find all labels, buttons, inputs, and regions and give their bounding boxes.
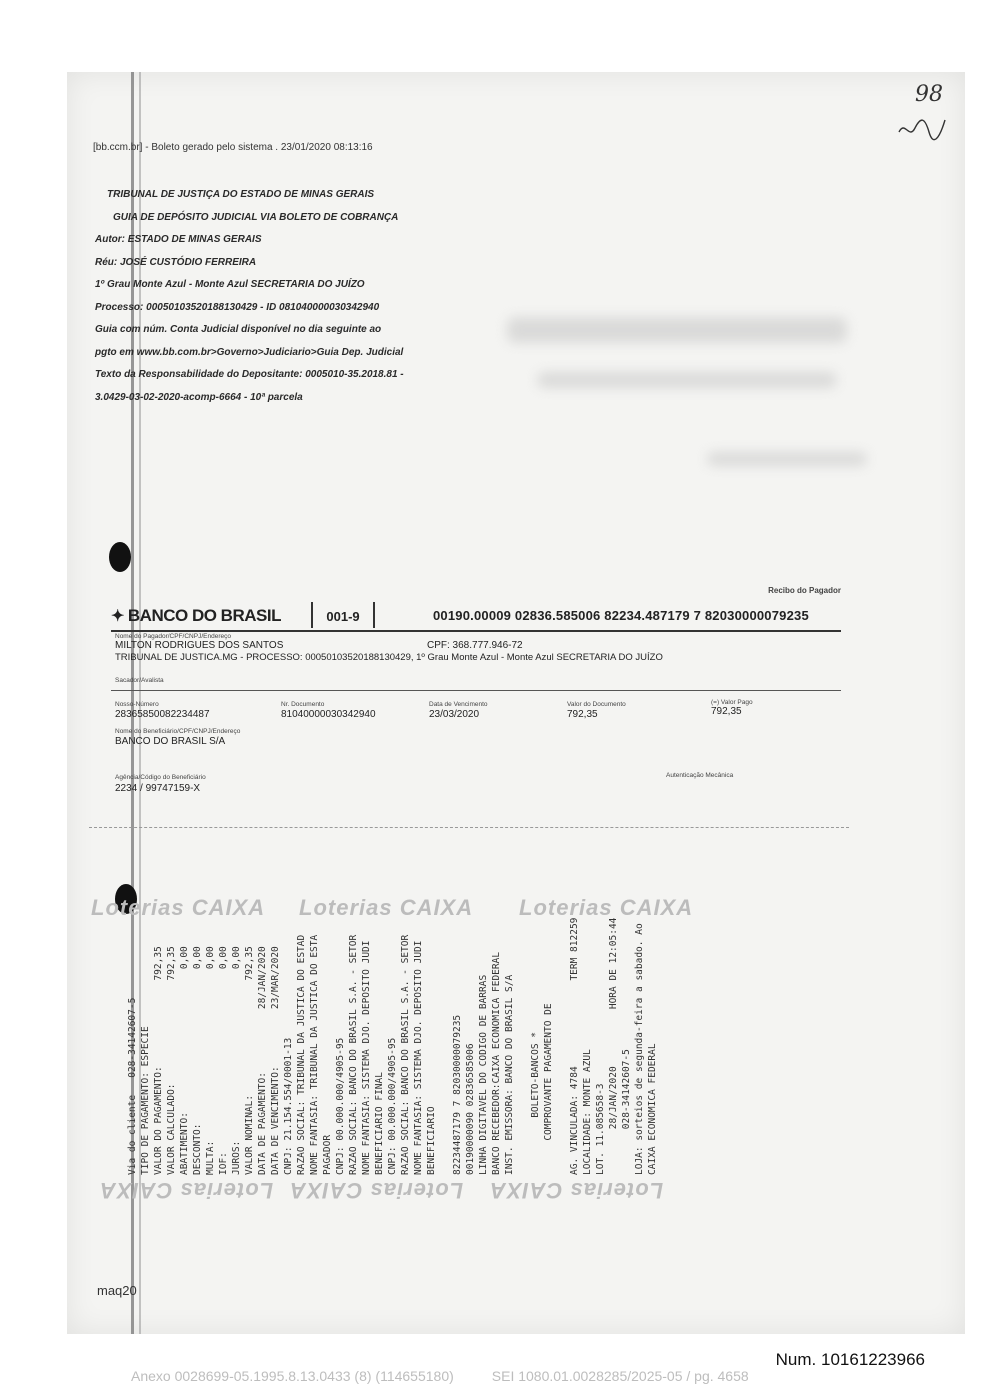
receipt-watermark: Loterias CAIXA — [519, 895, 694, 920]
receipt-line: MULTA: 0,00 — [205, 946, 216, 1175]
guide-note-line: Guia com núm. Conta Judicial disponível no dia seguinte ao — [95, 324, 382, 335]
lottery-payment-receipt — [89, 887, 729, 1217]
handwritten-page-number: 98 — [915, 82, 943, 107]
document-number: Num. 10161223966 — [775, 1350, 925, 1369]
paid-value-label: (=) Valor Pago — [711, 699, 753, 706]
annex-footer — [131, 1368, 749, 1384]
responsibility-line: Texto da Responsabilidade do Depositante: 0005010-35.2018.81 - — [95, 369, 404, 380]
bank-logo-icon: ✦ — [111, 608, 124, 625]
receipt-line: 82234487179 7 82030000079235 — [452, 1014, 463, 1175]
court-title: TRIBUNAL DE JUSTIÇA DO ESTADO DE MINAS GERAIS — [107, 189, 375, 200]
receipt-title: Recibo do Pagador — [768, 586, 841, 595]
receipt-line: BENEFICIARIO — [426, 1106, 437, 1175]
court-deposit-header — [95, 184, 404, 409]
receipt-line: LINHA DIGITAVEL DO CODIGO DE BARRAS — [478, 974, 489, 1175]
receipt-line: RAZAO SOCIAL: TRIBUNAL DA JUSTICA DO ESTAD — [296, 934, 307, 1175]
due-date: 23/03/2020 — [429, 709, 480, 720]
receipt-line: PAGADOR — [322, 1134, 333, 1175]
punch-hole — [109, 542, 131, 572]
receipt-line: DESCONTO: 0,00 — [192, 946, 203, 1175]
system-generated-line: [bb.ccm.br] - Boleto gerado pelo sistema . 23/01/2020 08:13:16 — [93, 142, 373, 153]
receipt-line: NOME FANTASIA: TRIBUNAL DA JUSTICA DO ESTA — [309, 934, 320, 1175]
receipt-line: LOT. 11.085658-3 — [595, 1083, 606, 1175]
receipt-line: 00190000090 02836585006 — [465, 1043, 476, 1175]
guide-url-line: pgto em www.bb.com.br>Governo>Judiciario>Guia Dep. Judicial — [95, 346, 404, 358]
doc-value-label: Valor do Documento — [567, 701, 626, 708]
bank-logo — [111, 606, 281, 626]
receipt-line: 28/JAN/2020 HORA DE 12:05:44 — [608, 917, 619, 1175]
receipt-line: AG. VINCULADA: 4784 TERM 812259 — [569, 917, 580, 1175]
guide-title: GUIA DE DEPÓSITO JUDICIAL VIA BOLETO DE COBRANÇA — [113, 211, 399, 223]
receipt-line: NOME FANTASIA: SISTEMA DJO. DEPOSITO JUDI — [361, 940, 372, 1175]
receipt-line: LOCALIDADE: MONTE AZUL — [582, 1049, 593, 1175]
due-date-label: Data de Vencimento — [429, 701, 488, 708]
receipt-line: VALOR DO PAGAMENTO: 792,35 — [153, 946, 164, 1175]
receipt-line: LOJA: sorteios de segunda-feira a sabado. Ao — [634, 923, 645, 1175]
bank-code: 001-9 — [311, 602, 375, 628]
sacador-label: Sacador/Avalista — [115, 677, 164, 684]
receipt-line: TIPO DE PAGAMENTO: ESPECIE — [140, 1026, 151, 1175]
receipt-line: Via do cliente 028-34142607-5 — [127, 997, 138, 1175]
receipt-line: COMPROVANTE PAGAMENTO DE — [543, 1003, 554, 1175]
receipt-line: DATA DE PAGAMENTO: 28/JAN/2020 — [257, 946, 268, 1175]
receipt-line: BANCO RECEBEDOR:CAIXA ECONOMICA FEDERAL — [491, 951, 502, 1175]
receipt-watermark: Loterias CAIXA — [289, 1178, 464, 1203]
paid-value: 792,35 — [711, 706, 742, 717]
bank-name: BANCO DO BRASIL — [127, 606, 281, 625]
receipt-line: 028-34142607-5 — [621, 1049, 632, 1175]
receipt-line: RAZAO SOCIAL: BANCO DO BRASIL S.A. - SETOR — [400, 934, 411, 1175]
receipt-text-block — [99, 917, 659, 1175]
scan-smudge — [537, 372, 837, 388]
digitable-line: 00190.00009 02836.585006 82234.487179 7 82030000079235 — [433, 608, 809, 623]
payer-cpf: CPF: 368.777.946-72 — [427, 640, 523, 651]
receipt-line: IOF: 0,00 — [218, 946, 229, 1175]
jurisdiction-line: 1º Grau Monte Azul - Monte Azul SECRETARIA DO JUÍZO — [95, 279, 365, 290]
receipt-watermark: Loterias CAIXA — [489, 1178, 664, 1203]
receipt-line: ABATIMENTO: 0,00 — [179, 946, 190, 1175]
receipt-line: DATA DE VENCIMENTO: 23/MAR/2020 — [270, 946, 281, 1175]
payer-label: Nome do Pagador/CPF/CNPJ/Endereço — [115, 633, 231, 640]
receipt-line: CNPJ: 00.000.000/4905-95 — [335, 1037, 346, 1175]
annex-reference: Anexo 0028699-05.1995.8.13.0433 (8) (114655180) — [131, 1368, 454, 1384]
defendant-line: Réu: JOSÉ CUSTÓDIO FERREIRA — [95, 256, 257, 268]
receipt-line: INST. EMISSORA: BANCO DO BRASIL S/A — [504, 974, 515, 1175]
machine-id: maq20 — [97, 1283, 137, 1298]
receipt-line: CNPJ: 21.154.554/0001-13 — [283, 1037, 294, 1175]
scanned-page — [67, 72, 965, 1334]
scan-smudge — [707, 452, 867, 466]
receipt-line: BENEFICIARIO FINAL — [374, 1072, 385, 1175]
beneficiary-label: Nome do Beneficiário/CPF/CNPJ/Endereço — [115, 728, 241, 735]
payer-address: TRIBUNAL DE JUSTICA.MG - PROCESSO: 00050103520188130429, 1º Grau Monte Azul - Monte Azul SECRETARIA DO JUÍZO — [115, 652, 663, 663]
boleto-receipt — [111, 582, 841, 832]
tear-line — [89, 827, 849, 834]
receipt-line: VALOR CALCULADO: 792,35 — [166, 946, 177, 1175]
receipt-line: NOME FANTASIA: SISTEMA DJO. DEPOSITO JUDI — [413, 940, 424, 1175]
receipt-line: CNPJ: 00.000.000/4905-95 — [387, 1037, 398, 1175]
nosso-numero: 28365850082234487 — [115, 709, 210, 720]
receipt-line: JUROS: 0,00 — [231, 946, 242, 1175]
beneficiary: BANCO DO BRASIL S/A — [115, 736, 226, 747]
receipt-line: CAIXA ECONOMICA FEDERAL — [647, 1043, 658, 1175]
doc-number: 81040000030342940 — [281, 709, 376, 720]
author-line: Autor: ESTADO DE MINAS GERAIS — [95, 234, 262, 245]
divider — [111, 690, 841, 691]
scan-smudge — [507, 317, 847, 343]
payer-name: MILTON RODRIGUES DOS SANTOS — [115, 640, 284, 651]
installment-line: 3.0429-03-02-2020-acomp-6664 - 10ª parcela — [95, 391, 303, 403]
agency-label: Agência/Código do Beneficiário — [115, 774, 206, 781]
receipt-watermark: Loterias CAIXA — [299, 895, 474, 920]
doc-value: 792,35 — [567, 709, 598, 720]
doc-number-label: Nr. Documento — [281, 701, 325, 708]
bank-header-row — [111, 602, 841, 632]
receipt-watermark: Loterias CAIXA — [91, 895, 266, 920]
receipt-watermark: Loterias CAIXA — [99, 1178, 274, 1203]
receipt-line: VALOR NOMINAL: 792,35 — [244, 946, 255, 1175]
nosso-numero-label: Nosso-Número — [115, 701, 159, 708]
sei-reference: SEI 1080.01.0028285/2025-05 / pg. 4658 — [491, 1368, 749, 1384]
receipt-line: BOLETO-BANCOS * — [530, 1032, 541, 1175]
handwritten-initials — [895, 112, 949, 142]
process-line: Processo: 00050103520188130429 - ID 081040000030342940 — [95, 301, 380, 313]
authentication-label: Autenticação Mecânica — [666, 772, 734, 779]
receipt-line: RAZAO SOCIAL: BANCO DO BRASIL S.A. - SETOR — [348, 934, 359, 1175]
agency: 2234 / 99747159-X — [115, 783, 201, 794]
